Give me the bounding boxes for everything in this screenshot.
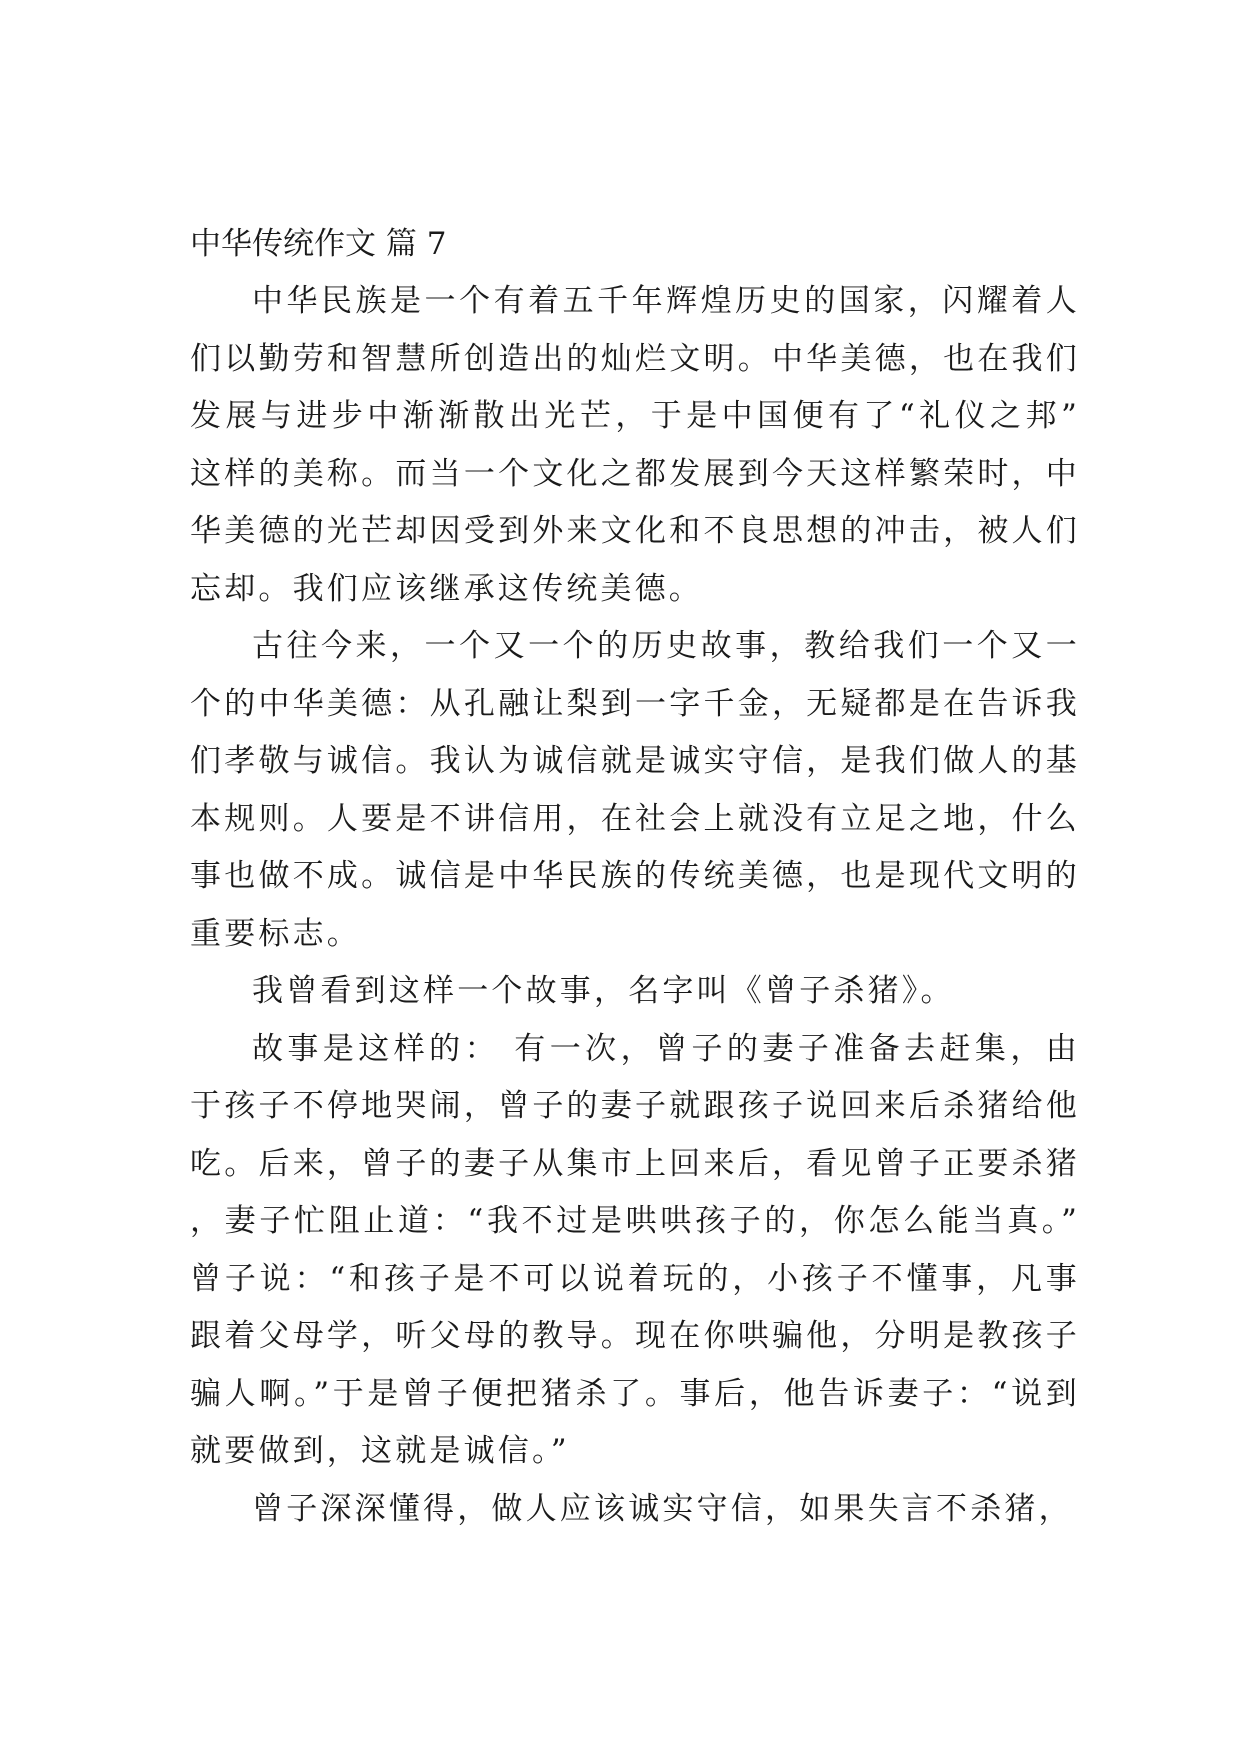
paragraph-4: 故事是这样的： 有一次，曾子的妻子准备去赶集，由于孩子不停地哭闹，曾子的妻子就跟孩子说回来后杀猪给他吃。后来，曾子的妻子从集市上回来后，看见曾子正要杀猪，妻子忙阻止道：“我不过是哄哄孩子的，你怎么能当真。”曾子说：“和孩子是不可以说着玩的，小孩子不懂事，凡事跟着父母学，听父母的教导。现在你哄骗他，分明是教孩子骗人啊。”于是曾子便把猪杀了。事后，他告诉妻子：“说到就要做到，这就是诚信。” [190,1030,1080,1469]
document-title: 中华传统作文 篇 7 [190,226,447,262]
paragraph-3: 我曾看到这样一个故事，名字叫《曾子杀猪》。 [252,973,955,1009]
document-body [190,215,1080,1538]
paragraph-1: 中华民族是一个有着五千年辉煌历史的国家，闪耀着人们以勤劳和智慧所创造出的灿烂文明。中华美德，也在我们发展与进步中渐渐散出光芒，于是中国便有了“礼仪之邦”这样的美称。而当一个文化之都发展到今天这样繁荣时，中华美德的光芒却因受到外来文化和不良思想的冲击，被人们忘却。我们应该继承这传统美德。 [190,283,1080,607]
paragraph-5: 曾子深深懂得，做人应该诚实守信，如果失言不杀猪， [252,1490,1073,1527]
paragraph-2: 古往今来，一个又一个的历史故事，教给我们一个又一个的中华美德：从孔融让梨到一字千金，无疑都是在告诉我们孝敬与诚信。我认为诚信就是诚实守信，是我们做人的基本规则。人要是不讲信用，在社会上就没有立足之地，什么事也做不成。诚信是中华民族的传统美德，也是现代文明的重要标志。 [190,628,1080,952]
